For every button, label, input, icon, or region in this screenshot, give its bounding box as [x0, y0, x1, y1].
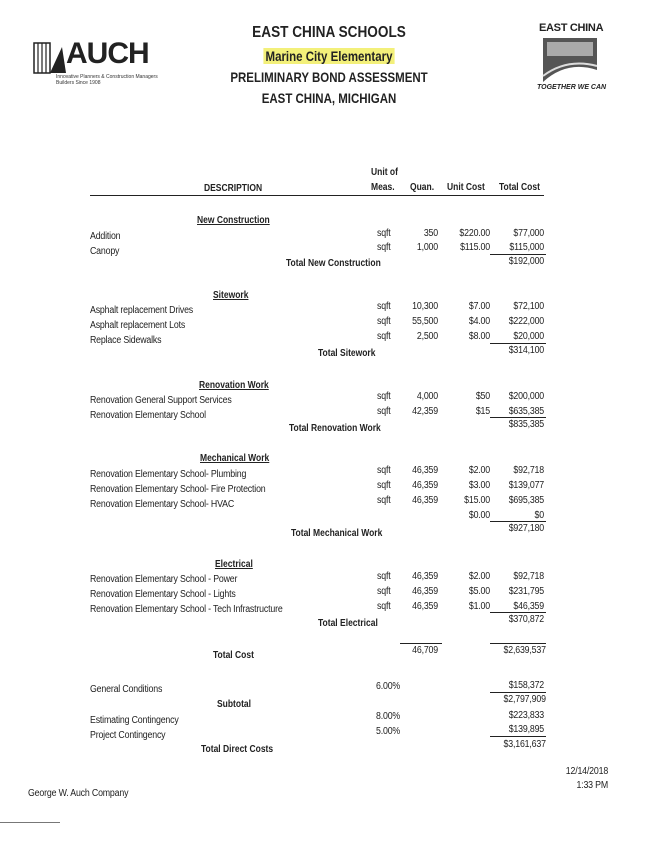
section-title-new-construction: New Construction [197, 215, 270, 226]
col-unit-cost: Unit Cost [447, 182, 485, 193]
col-quan: Quan. [410, 182, 435, 193]
total-cost-rule [490, 643, 546, 644]
estimating-contingency-pct: 8.00% [376, 711, 401, 722]
general-conditions-value: $158,372 [508, 680, 544, 691]
col-description: DESCRIPTION [204, 183, 263, 194]
footer-time: 1:33 PM [576, 780, 608, 791]
total-quan: 46,709 [412, 645, 438, 656]
subtotal-value: $2,797,909 [503, 694, 546, 705]
section-title-mechanical: Mechanical Work [200, 453, 270, 464]
direct-costs-label: Total Direct Costs [201, 744, 274, 755]
subtotal-rule [490, 736, 546, 737]
total-label-electrical: Total Electrical [318, 618, 378, 629]
total-label-new-construction: Total New Construction [286, 258, 381, 269]
east-china-tagline: TOGETHER WE CAN [537, 84, 607, 91]
total-label-mechanical: Total Mechanical Work [291, 528, 383, 539]
project-contingency-pct: 5.00% [376, 726, 401, 737]
subtotal-rule [490, 692, 546, 693]
col-unit-line2: Meas. [371, 182, 395, 193]
subtotal-rule [490, 612, 546, 613]
subtotal-rule [490, 521, 546, 522]
total-quan-rule [400, 643, 442, 644]
total-renovation: $835,385 [508, 419, 544, 430]
section-title-electrical: Electrical [215, 559, 253, 570]
total-cost: $2,639,537 [503, 645, 546, 656]
estimating-contingency-label: Estimating Contingency [90, 715, 179, 726]
col-total-cost: Total Cost [499, 182, 540, 193]
total-electrical: $370,872 [508, 614, 544, 625]
footer-date: 12/14/2018 [565, 766, 609, 777]
auch-tagline-1: Innovative Planners & Construction Managers [56, 74, 158, 80]
total-sitework: $314,100 [508, 345, 544, 356]
school-name: Marine City Elementary [59, 48, 599, 64]
page-subtitle: PRELIMINARY BOND ASSESSMENT [230, 69, 428, 85]
total-label-renovation: Total Renovation Work [289, 423, 381, 434]
section-title-sitework: Sitework [213, 290, 249, 301]
project-contingency-value: $139,895 [508, 724, 544, 735]
auch-logo-text: AUCH [66, 37, 149, 70]
project-contingency-label: Project Contingency [90, 730, 166, 741]
estimating-contingency-value: $223,833 [508, 710, 544, 721]
direct-costs-value: $3,161,637 [503, 739, 546, 750]
general-conditions-pct: 6.00% [376, 681, 401, 692]
auch-tagline-2: Builders Since 1908 [56, 80, 101, 86]
total-mechanical: $927,180 [508, 523, 544, 534]
section-title-renovation: Renovation Work [199, 380, 269, 391]
general-conditions-label: General Conditions [90, 684, 163, 695]
page-location: EAST CHINA, MICHIGAN [261, 90, 397, 106]
col-unit-line1: Unit of [371, 167, 398, 178]
header-rule [90, 195, 544, 196]
subtotal-rule [490, 417, 546, 418]
east-china-logo-text: EAST CHINA [539, 22, 604, 34]
total-cost-label: Total Cost [213, 650, 254, 661]
subtotal-rule [490, 254, 546, 255]
subtotal-label: Subtotal [217, 699, 251, 710]
footer-rule [0, 822, 60, 823]
page-title: EAST CHINA SCHOOLS [252, 24, 406, 41]
total-label-sitework: Total Sitework [318, 348, 376, 359]
footer-company: George W. Auch Company [28, 788, 129, 799]
subtotal-rule [490, 343, 546, 344]
total-new-construction: $192,000 [508, 256, 544, 267]
